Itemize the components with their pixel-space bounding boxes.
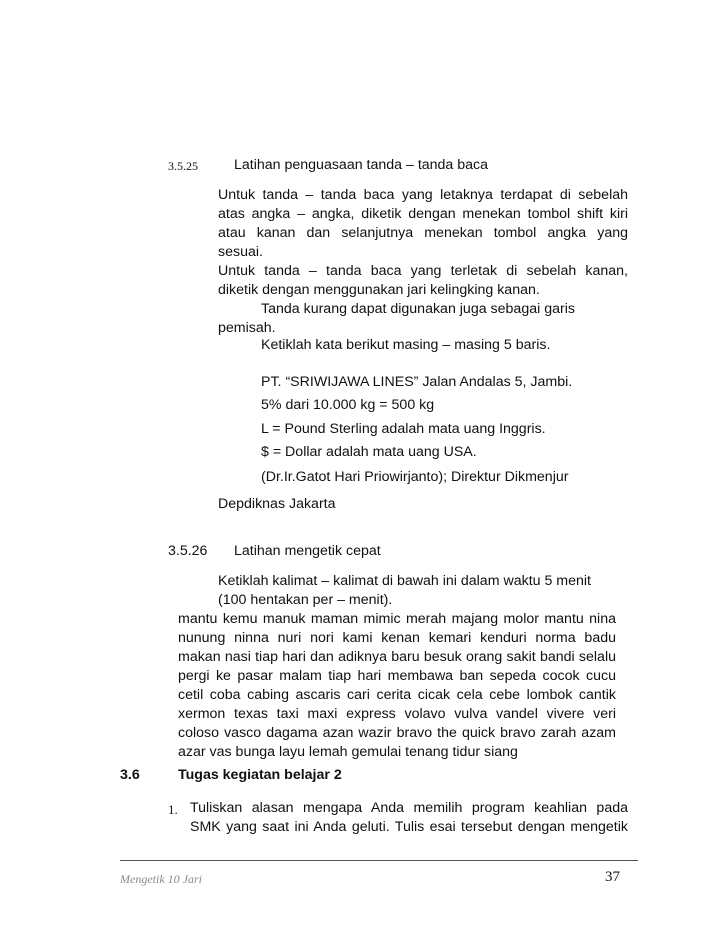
section-number: 3.5.26 — [168, 543, 208, 559]
section-title: Latihan penguasaan tanda – tanda baca — [234, 157, 489, 173]
paragraph-line: atas angka – angka, diketik dengan menekan tombol shift kiri — [218, 206, 628, 222]
drill-line: mantu kemu manuk maman mimic merah majang molor mantu nina — [178, 611, 616, 627]
drill-line: xermon texas taxi maxi express volavo vulva vandel vivere veri — [178, 706, 616, 722]
instruction-text — [218, 572, 591, 610]
drill-line: cetil coba cabing ascaris cari cerita cicak cela cebe lombok cantik — [178, 687, 616, 703]
drill-line: azar vas bunga layu lemah gemulai tenang tidur siang — [178, 744, 518, 760]
paragraph — [218, 186, 628, 262]
section-title: Latihan mengetik cepat — [234, 543, 381, 559]
instruction-line: Ketiklah kalimat – kalimat di bawah ini dalam waktu 5 menit — [218, 573, 591, 589]
section-number: 3.5.25 — [168, 159, 198, 173]
footer-title: Mengetik 10 Jari — [120, 872, 202, 886]
drill-line: makan nasi tiap hari dan adiknya baru besuk orang sakit bandi selalu — [178, 649, 616, 665]
example-line: 5% dari 10.000 kg = 500 kg — [261, 397, 435, 413]
closing-text: Depdiknas Jakarta — [218, 496, 336, 512]
list-item-line: Tuliskan alasan mengapa Anda memilih program keahlian pada — [190, 800, 628, 816]
drill-text — [178, 610, 616, 762]
page-number: 37 — [605, 869, 620, 885]
instruction-line: (100 hentakan per – menit). — [218, 592, 393, 608]
paragraph-line: sesuai. — [218, 244, 263, 260]
drill-line: nunung ninna nuri nori kami kenan kemari kenduri norma badu — [178, 630, 616, 646]
list-item — [190, 799, 628, 837]
paragraph-line: Tanda kurang dapat digunakan juga sebagai garis — [261, 301, 575, 317]
paragraph-line: atau kanan dan selanjutnya menekan tombol angka yang — [218, 225, 628, 241]
list-item-number: 1. — [168, 802, 178, 817]
paragraph-line: diketik dengan menggunakan jari kelingking kanan. — [218, 282, 540, 298]
example-line: $ = Dollar adalah mata uang USA. — [261, 444, 477, 460]
example-line: L = Pound Sterling adalah mata uang Inggris. — [261, 421, 546, 437]
footer-divider — [120, 860, 638, 861]
drill-line: pergi ke pasar malam tiap hari membawa ban sepeda cocok cucu — [178, 668, 616, 684]
instruction-text: Ketiklah kata berikut masing – masing 5 baris. — [261, 337, 551, 353]
paragraph-line: pemisah. — [218, 320, 276, 336]
section-title: Tugas kegiatan belajar 2 — [178, 767, 342, 783]
example-line: (Dr.Ir.Gatot Hari Priowirjanto); Direktur Dikmenjur — [261, 469, 569, 485]
list-item-line: SMK yang saat ini Anda geluti. Tulis esai tersebut dengan mengetik — [190, 819, 628, 835]
section-number: 3.6 — [120, 767, 140, 783]
drill-line: coloso vasco dagama azan wazir bravo the quick bravo zarah azam — [178, 725, 616, 741]
paragraph-line: Untuk tanda – tanda baca yang terletak di sebelah kanan, — [218, 263, 628, 279]
example-line: PT. “SRIWIJAWA LINES” Jalan Andalas 5, Jambi. — [261, 374, 573, 390]
paragraph-line: Untuk tanda – tanda baca yang letaknya terdapat di sebelah — [218, 187, 628, 203]
paragraph — [218, 262, 628, 300]
